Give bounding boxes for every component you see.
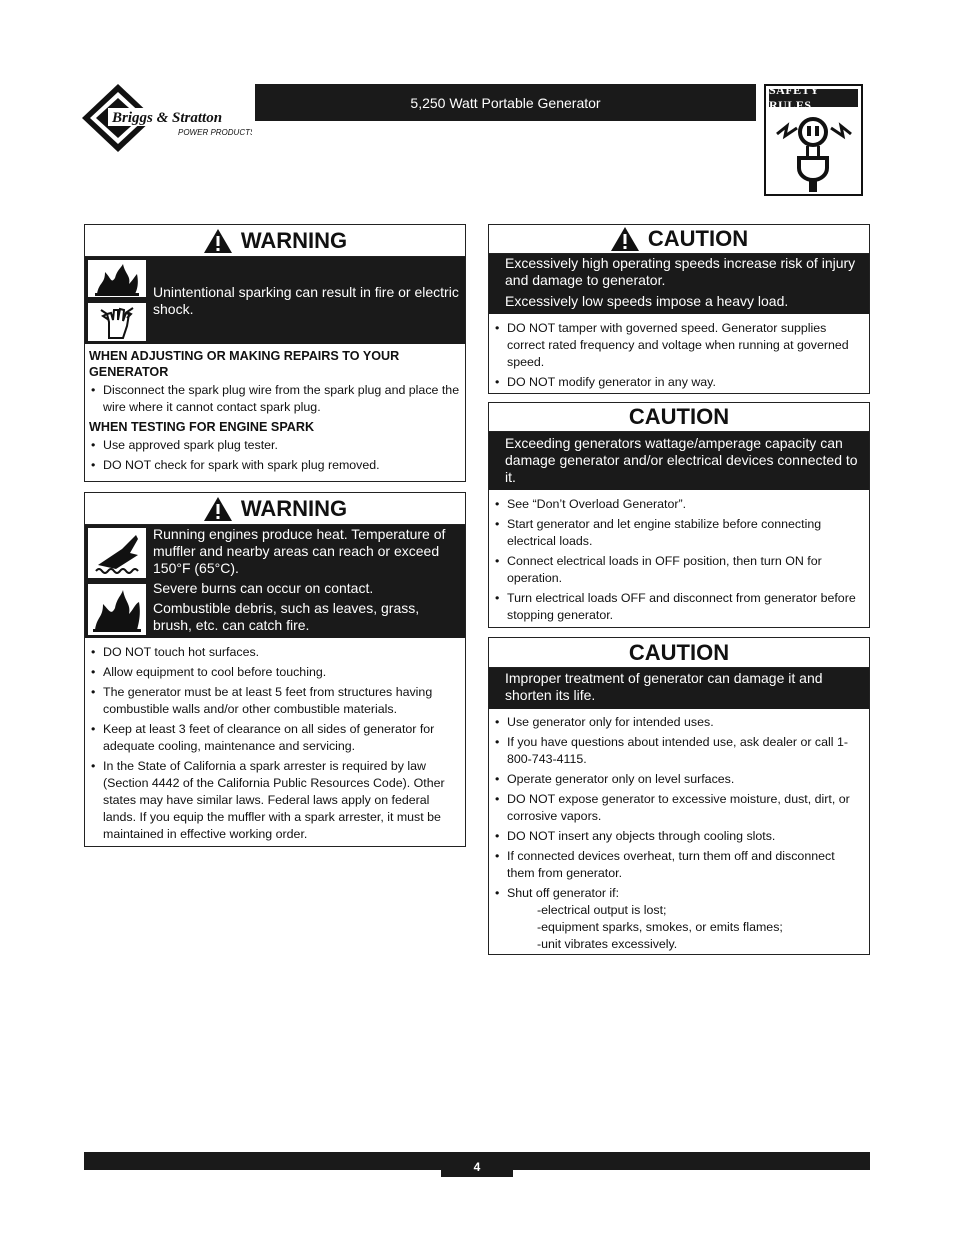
brand-sub: POWER PRODUCTS <box>178 128 252 137</box>
spark-test-list <box>85 435 465 481</box>
electric-shock-icon <box>87 302 147 342</box>
sub-list-item: -unit vibrates excessively. <box>537 937 678 951</box>
warning-message: Unintentional sparking can result in fire or electric shock. <box>153 283 459 317</box>
sub-list-item: -equipment sparks, smokes, or emits flames; <box>537 920 783 934</box>
caution-box-treatment <box>488 637 870 955</box>
warning-triangle-icon <box>610 226 640 252</box>
page-number: 4 <box>441 1152 513 1177</box>
caution-heading: CAUTION <box>489 403 869 432</box>
section-title-repairs: WHEN ADJUSTING OR MAKING REPAIRS TO YOUR GENERATOR <box>89 349 400 379</box>
list-item: • Disconnect the spark plug wire from the spark plug and place the wire where it cannot contact spark plug. <box>89 382 461 416</box>
briggs-stratton-logo <box>82 82 252 154</box>
caution-message-band <box>489 432 869 490</box>
caution-box-speed <box>488 224 870 394</box>
caution-heading: CAUTION <box>489 225 869 254</box>
list-item: • Turn electrical loads OFF and disconnect from generator before stopping generator. <box>493 590 865 624</box>
document-title: 5,250 Watt Portable Generator <box>410 94 601 111</box>
section-title-spark-test: WHEN TESTING FOR ENGINE SPARK <box>89 420 315 434</box>
caution-message-band <box>489 254 869 314</box>
caution-message: Improper treatment of generator can damage it and shorten its life. <box>505 670 823 703</box>
warning-message-band <box>85 257 465 344</box>
safety-rules-badge <box>764 84 863 196</box>
warning-heading: WARNING <box>85 225 465 257</box>
warning-box-heat <box>84 492 466 847</box>
caution-message: Excessively low speeds impose a heavy load. <box>505 293 789 309</box>
speed-list <box>489 314 869 398</box>
warning-triangle-icon <box>203 496 233 522</box>
list-item: • Shut off generator if: <box>493 885 865 902</box>
list-item: • Operate generator only on level surfaces. <box>493 771 865 788</box>
heat-list <box>85 638 465 850</box>
list-item: • If you have questions about intended use, ask dealer or call 1-800-743-4115. <box>493 734 865 768</box>
list-item: • Start generator and let engine stabilize before connecting electrical loads. <box>493 516 865 550</box>
list-item: • Connect electrical loads in OFF position, then turn ON for operation. <box>493 553 865 587</box>
warning-message-band <box>85 525 465 638</box>
list-item: • Keep at least 3 feet of clearance on all sides of generator for adequate cooling, maintenance and servicing. <box>89 721 461 755</box>
caution-message: Exceeding generators wattage/amperage capacity can damage generator and/or electrical devices connected to it. <box>505 435 858 485</box>
warning-box-sparking <box>84 224 466 482</box>
caution-message: Excessively high operating speeds increase risk of injury and damage to generator. <box>505 255 856 288</box>
warning-message: Combustible debris, such as leaves, grass, brush, etc. can catch fire. <box>153 600 420 633</box>
list-item: • Use approved spark plug tester. <box>89 437 461 454</box>
caution-box-overload <box>488 402 870 628</box>
caution-message-band <box>489 668 869 709</box>
warning-message: Severe burns can occur on contact. <box>153 580 374 596</box>
list-item: • The generator must be at least 5 feet from structures having combustible walls and/or other combustible materials. <box>89 684 461 718</box>
fire-icon <box>87 259 147 298</box>
list-item: • See “Don’t Overload Generator”. <box>493 496 865 513</box>
warning-heading: WARNING <box>85 493 465 525</box>
warning-triangle-icon <box>203 228 233 254</box>
list-item: • DO NOT check for spark with spark plug removed. <box>89 457 461 474</box>
list-item: • DO NOT expose generator to excessive moisture, dust, dirt, or corrosive vapors. <box>493 791 865 825</box>
list-item: • In the State of California a spark arrester is required by law (Section 4442 of the California Public Resources Code). Other states may have similar laws. Federal laws apply on federal lands. If you equip the muffler with a spark arrester, it must be maintained in effective working order. <box>89 758 461 843</box>
document-title-bar <box>255 84 756 121</box>
treatment-list <box>489 709 869 957</box>
list-item: • Allow equipment to cool before touching. <box>89 664 461 681</box>
list-item: • DO NOT tamper with governed speed. Generator supplies correct rated frequency and voltage when running at governed speed. <box>493 320 865 371</box>
sub-list-item: -electrical output is lost; <box>537 903 667 917</box>
badge-label: SAFETY RULES <box>769 89 858 107</box>
list-item: • DO NOT modify generator in any way. <box>493 374 865 391</box>
fire-icon <box>87 583 147 636</box>
overload-list <box>489 490 869 631</box>
list-item: • If connected devices overheat, turn them off and disconnect them from generator. <box>493 848 865 882</box>
list-item: • DO NOT touch hot surfaces. <box>89 644 461 661</box>
list-item: • DO NOT insert any objects through cooling slots. <box>493 828 865 845</box>
plug-shock-icon <box>769 110 859 192</box>
hot-surface-icon <box>87 527 147 579</box>
caution-heading: CAUTION <box>489 638 869 668</box>
warning-message: Running engines produce heat. Temperature of muffler and nearby areas can reach or exceed 150°F (65°C). <box>153 526 446 576</box>
brand-name: Briggs & Stratton <box>112 110 223 126</box>
repairs-list <box>85 380 465 416</box>
list-item: • Use generator only for intended uses. <box>493 714 865 731</box>
